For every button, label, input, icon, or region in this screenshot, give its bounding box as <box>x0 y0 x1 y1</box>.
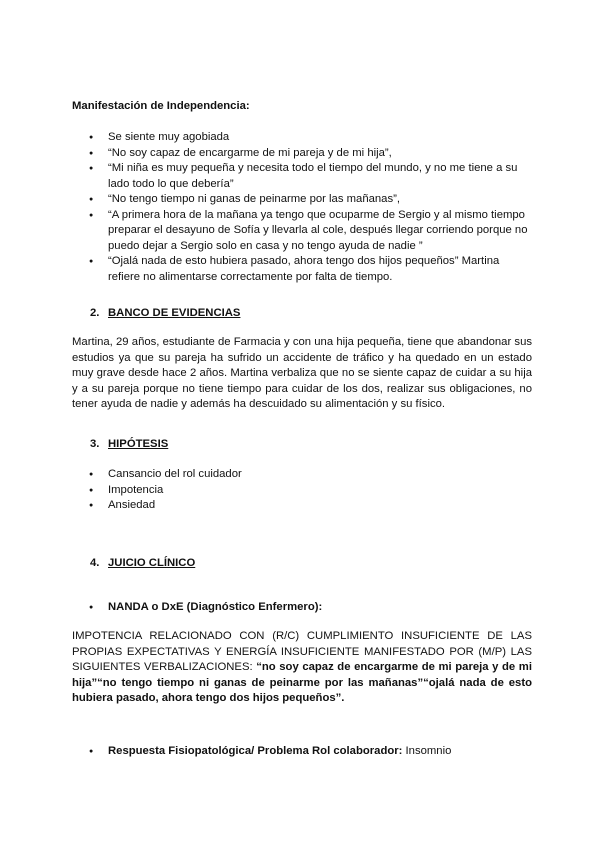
section-heading-juicio <box>90 556 195 572</box>
nanda-list <box>72 600 532 616</box>
section-title: JUICIO CLÍNICO <box>108 557 196 569</box>
nanda-heading: ● NANDA o DxE (Diagnóstico Enfermero): <box>72 600 532 616</box>
list-item: ● “Mi niña es muy pequeña y necesita todo el tiempo del mundo, y no me tiene a su lado todo lo que debería” <box>72 161 532 192</box>
section-number: 4. <box>90 557 100 569</box>
list-item: ● “No tengo tiempo ni ganas de peinarme por las mañanas”, <box>72 192 532 208</box>
respuesta-label: Respuesta Fisiopatológica/ Problema Rol colaborador: <box>108 745 403 757</box>
hipotesis-list <box>72 467 532 514</box>
respuesta-item <box>72 744 532 760</box>
section-heading-banco <box>90 306 240 322</box>
manifestacion-heading: Manifestación de Independencia: <box>72 100 250 112</box>
banco-paragraph: Martina, 29 años, estudiante de Farmacia y con una hija pequeña, tiene que abandonar sus estudios ya que su pareja ha sufrido un accidente de tráfico y ha quedado en un estado muy grave desde hace 2 años. Martina verbaliza que no se siente capaz de cuidar a su hija y a su pareja porque no tiene tiempo para cuidar de los dos, realizar sus obligaciones, no tener ayuda de nadie y además ha descuidado su alimentación y su físico. <box>72 336 532 410</box>
respuesta-list <box>72 744 532 760</box>
section-number: 3. <box>90 438 100 450</box>
diagnosis-text: IMPOTENCIA RELACIONADO CON (R/C) CUMPLIMIENTO INSUFICIENTE DE LAS PROPIAS EXPECTATIVAS Y ENERGÍA INSUFICIENTE MANIFESTADO POR (M/P) LAS SIGUIENTES VERBALIZACIONES: <box>72 630 532 673</box>
list-item: ● Cansancio del rol cuidador <box>72 467 532 483</box>
section-heading-hipotesis <box>90 437 168 453</box>
diagnosis-paragraph <box>72 629 532 707</box>
section-title: BANCO DE EVIDENCIAS <box>108 307 241 319</box>
diagnosis-quotes: “no soy capaz de encargarme de mi pareja y de mi hija”“no tengo tiempo ni ganas de peinarme por las mañanas”“ojalá nada de esto hubiera pasado, ahora tengo dos hijos pequeños”. <box>72 661 532 704</box>
list-item: ● Ansiedad <box>72 498 532 514</box>
list-item: ● “No soy capaz de encargarme de mi pareja y de mi hija”, <box>72 146 532 162</box>
list-item: ● “A primera hora de la mañana ya tengo que ocuparme de Sergio y al mismo tiempo preparar el desayuno de Sofía y llevarla al cole, después llegar corriendo porque no puedo dejar a Sergio solo en casa y no tengo ayuda de nadie ” <box>72 208 532 255</box>
list-item: ● Se siente muy agobiada <box>72 130 532 146</box>
list-item: ● “Ojalá nada de esto hubiera pasado, ahora tengo dos hijos pequeños” Martina refiere no alimentarse correctamente por falta de tiempo. <box>72 254 532 285</box>
section-title: HIPÓTESIS <box>108 438 169 450</box>
manifestacion-list <box>72 130 532 285</box>
respuesta-value: Insomnio <box>402 745 452 757</box>
section-number: 2. <box>90 307 100 319</box>
list-item: ● Impotencia <box>72 483 532 499</box>
